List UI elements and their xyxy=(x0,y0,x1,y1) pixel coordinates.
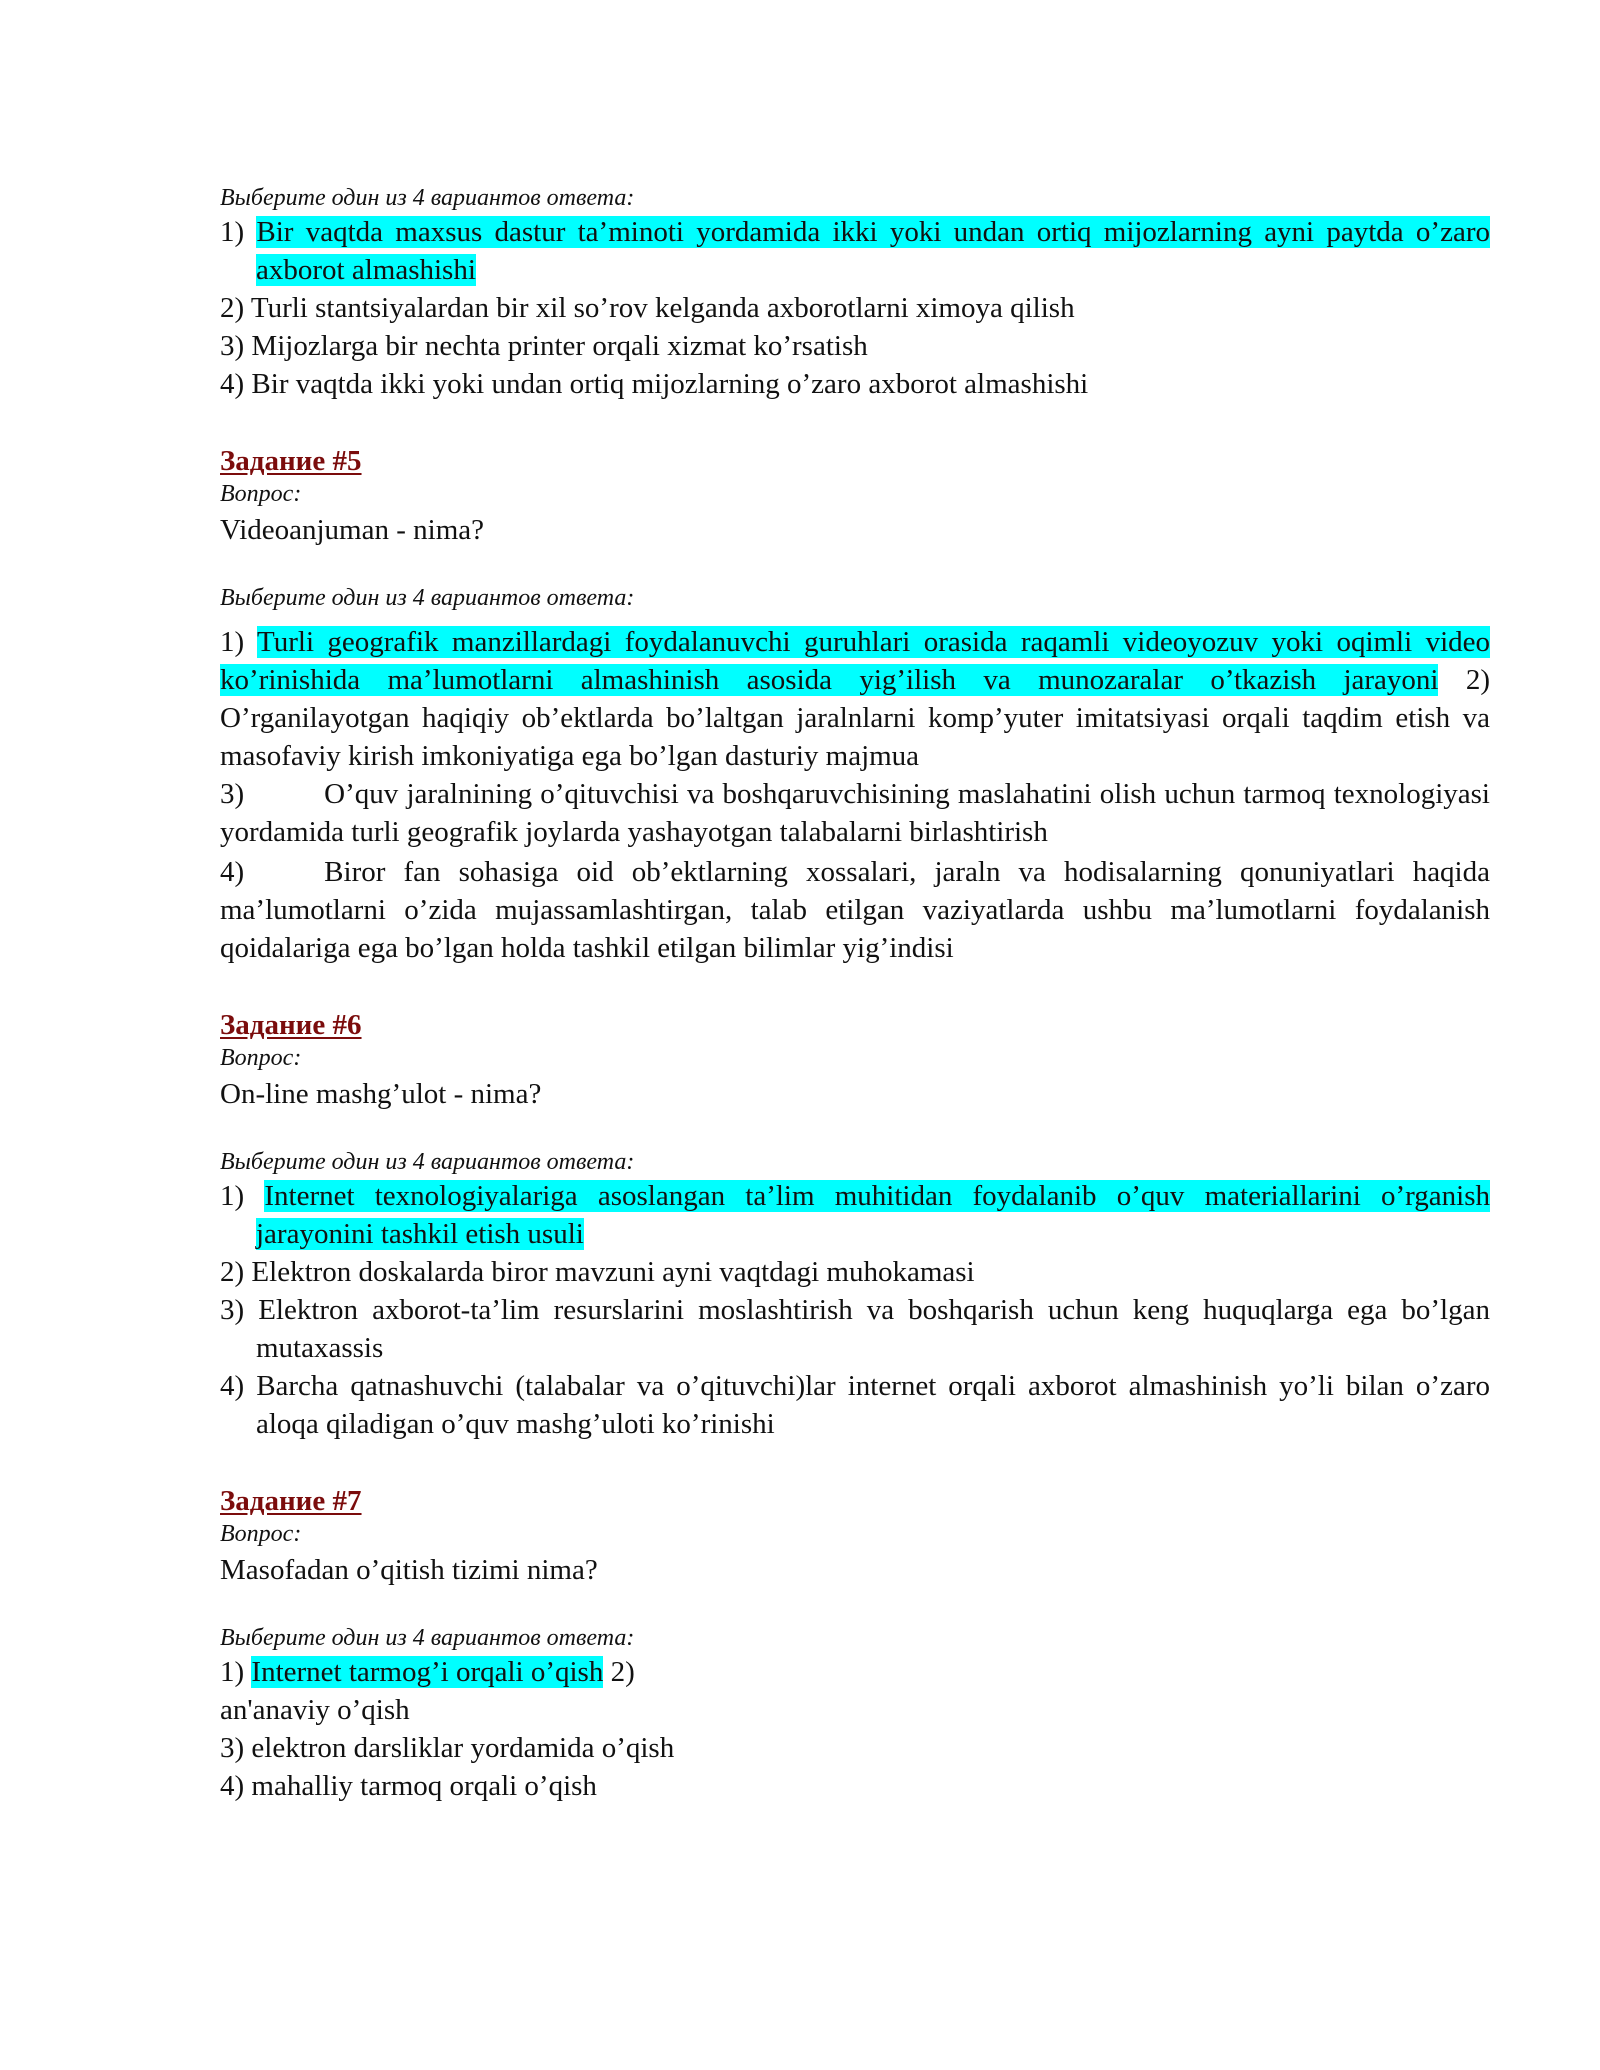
answer-list xyxy=(220,1653,1490,1805)
answer-prompt: Выберите один из 4 вариантов ответа: xyxy=(220,1625,635,1651)
question-text-5: Videoanjuman - nima? xyxy=(220,514,485,546)
answer-option-1: 1) Bir vaqtda maxsus dastur ta’minoti yordamida ikki yoki undan ortiq mijozlarning ayni paytda o’zaro axborot almashishi xyxy=(220,216,1490,286)
answer-option-4: 4) Biror fan sohasiga oid ob’ektlarning xossalari, jaraln va hodisalarning qonuniyatlari haqida ma’lumotlarni o’zida mujassamlashtirgan, talab etilgan vaziyatlarda ushbu ma’lumotlarni foydalanish qoidalariga ega bo’lgan holda tashkil etilgan bilimlar yig’indisi xyxy=(220,856,1490,964)
answer-list xyxy=(220,1177,1490,1443)
correct-answer-highlight: Bir vaqtda maxsus dastur ta’minoti yordamida ikki yoki undan ortiq mijozlarning ayni paytda o’zaro axborot almashishi xyxy=(256,216,1490,286)
document-page xyxy=(220,183,1490,1805)
answer-block-5: 1) Turli geografik manzillardagi foydalanuvchi guruhlari orasida raqamli videoyozuv yoki oqimli video ko’rinishida ma’lumotlarni almashinish asosida yig’ilish va munozaralar o’tkazish jarayoni 2) O’rganilayotgan haqiqiy ob’ektlarda bo’laltgan jaralnlarni komp’yuter imitatsiyasi orqali taqdim etish va masofaviy kirish imkoniyatiga ega bo’lgan dasturiy majmua xyxy=(220,626,1490,772)
answer-option-4: 4) mahalliy tarmoq orqali o’qish xyxy=(220,1770,597,1802)
answer-prompt: Выберите один из 4 вариантов ответа: xyxy=(220,185,635,211)
answer-list xyxy=(220,213,1490,403)
task-title-5: Задание #5 xyxy=(220,445,362,477)
answer-option-3: 3) Mijozlarga bir nechta printer orqali xizmat ko’rsatish xyxy=(220,330,868,362)
answer-option-4: 4) Bir vaqtda ikki yoki undan ortiq mijozlarning o’zaro axborot almashishi xyxy=(220,368,1089,400)
answer-option-3: 3) O’quv jaralnining o’qituvchisi va boshqaruvchisining maslahatini olish uchun tarmoq texnologiyasi yordamida turli geografik joylarda yashayotgan talabalarni birlashtirish xyxy=(220,778,1490,848)
answer-option-2: 2) Elektron doskalarda biror mavzuni ayni vaqtdagi muhokamasi xyxy=(220,1256,975,1288)
correct-answer-highlight: Internet tarmog’i orqali o’qish xyxy=(251,1656,604,1688)
question-label: Вопрос: xyxy=(220,1045,302,1071)
answer-option-1: 1) Internet tarmog’i orqali o’qish 2) xyxy=(220,1656,635,1688)
answer-option-2: 2) Turli stantsiyalardan bir xil so’rov kelganda axborotlarni ximoya qilish xyxy=(220,292,1075,324)
answer-option-3: 3) Elektron axborot-ta’lim resurslarini moslashtirish va boshqarish uchun keng huquqlarga ega bo’lgan mutaxassis xyxy=(220,1294,1490,1364)
answer-option-4: 4) Barcha qatnashuvchi (talabalar va o’qituvchi)lar internet orqali axborot almashinish yo’li bilan o’zaro aloqa qiladigan o’quv mashg’uloti ko’rinishi xyxy=(220,1370,1490,1440)
answer-option-1: 1) Internet texnologiyalariga asoslangan ta’lim muhitidan foydalanib o’quv materiallarini o’rganish jarayonini tashkil etish usuli xyxy=(220,1180,1490,1250)
question-text-6: On-line mashg’ulot - nima? xyxy=(220,1078,542,1110)
answer-option-2: an'anaviy o’qish xyxy=(220,1694,410,1726)
answer-option-3: 3) elektron darsliklar yordamida o’qish xyxy=(220,1732,675,1764)
answer-prompt: Выберите один из 4 вариантов ответа: xyxy=(220,585,635,611)
task-title-6: Задание #6 xyxy=(220,1009,362,1041)
correct-answer-highlight: Turli geografik manzillardagi foydalanuvchi guruhlari orasida raqamli videoyozuv yoki oqimli video ko’rinishida ma’lumotlarni almashinish asosida yig’ilish va munozaralar o’tkazish jarayoni xyxy=(220,626,1490,696)
question-label: Вопрос: xyxy=(220,481,302,507)
answer-prompt: Выберите один из 4 вариантов ответа: xyxy=(220,1149,635,1175)
task-title-7: Задание #7 xyxy=(220,1485,362,1517)
question-label: Вопрос: xyxy=(220,1521,302,1547)
question-text-7: Masofadan o’qitish tizimi nima? xyxy=(220,1554,598,1586)
correct-answer-highlight: Internet texnologiyalariga asoslangan ta’lim muhitidan foydalanib o’quv materiallarini o’rganish jarayonini tashkil etish usuli xyxy=(256,1180,1490,1250)
